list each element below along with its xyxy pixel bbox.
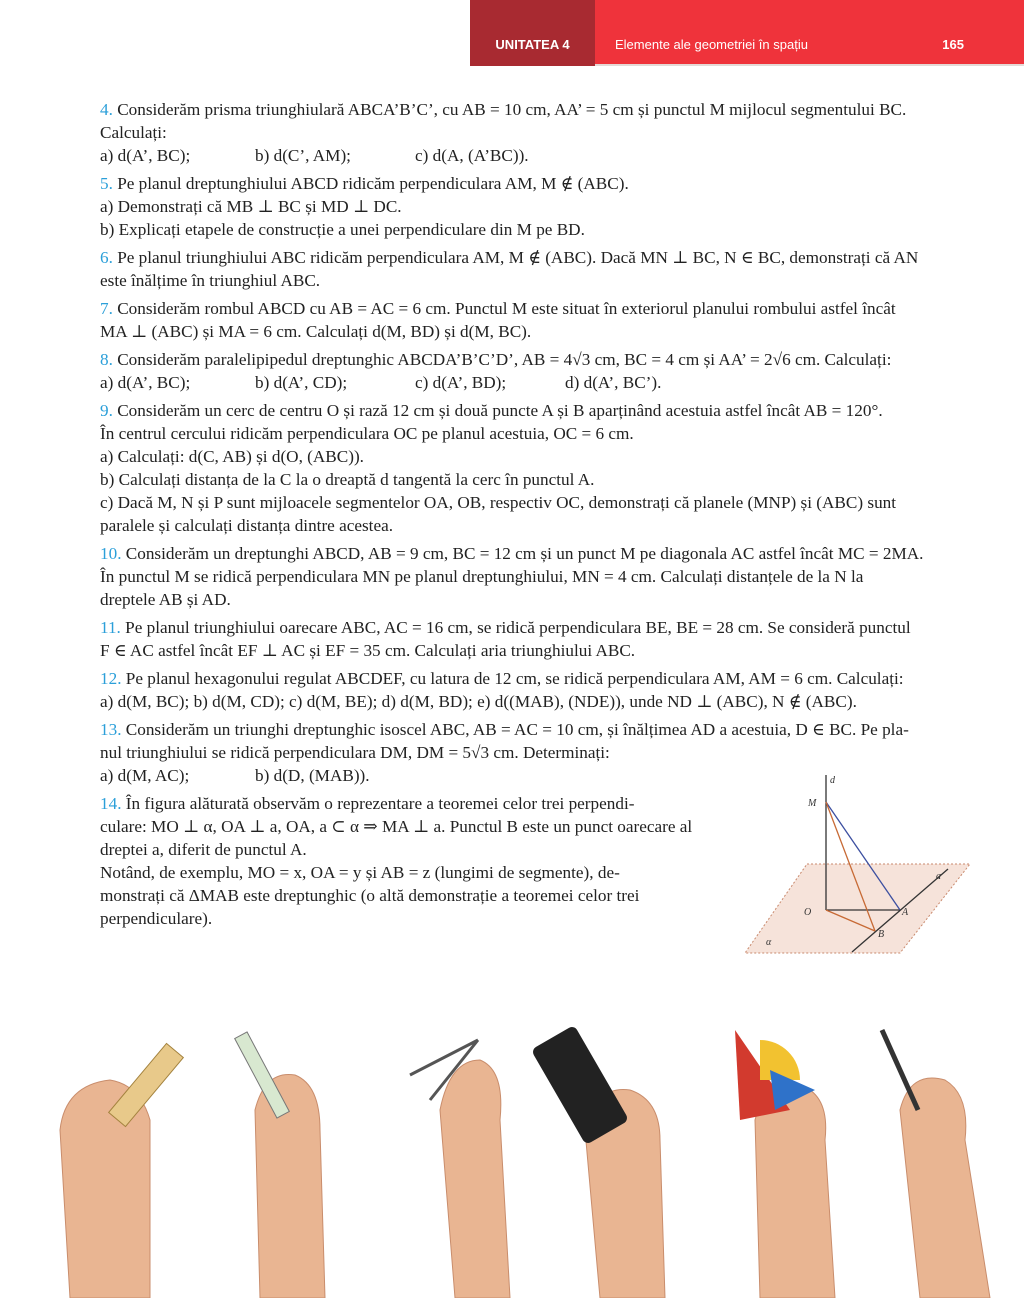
problem-number: 9. bbox=[100, 401, 113, 420]
chapter-title: Elemente ale geometriei în spațiu bbox=[615, 37, 808, 52]
problem-number: 5. bbox=[100, 174, 113, 193]
problem-text: Considerăm un dreptunghi ABCD, AB = 9 cm, BC = 12 cm și un punct M pe diagonala AC astfel încât MC = 2MA. bbox=[125, 544, 924, 563]
label-b: B bbox=[878, 929, 885, 940]
pencil-icon bbox=[882, 1030, 918, 1110]
problem-4 bbox=[100, 98, 968, 167]
problem-line bbox=[100, 422, 968, 445]
problem-number: 12. bbox=[100, 669, 122, 688]
problem-text: culare: MO ⊥ α, OA ⊥ a, OA, a ⊂ α ⇒ MA ⊥ a. Punctul B este un punct oarecare al bbox=[100, 817, 693, 836]
sub-question: d) d(A’, BC’). bbox=[565, 373, 662, 392]
unit-label: UNITATEA 4 bbox=[470, 0, 595, 66]
problem-line bbox=[100, 514, 968, 537]
sub-question: a) d(A’, BC); bbox=[100, 373, 191, 392]
sub-question: b) d(D, (MAB)). bbox=[255, 766, 370, 785]
problem-line bbox=[100, 98, 968, 121]
problem-7 bbox=[100, 297, 968, 343]
label-d: d bbox=[830, 775, 835, 786]
problem-line bbox=[100, 445, 968, 468]
problem-line bbox=[100, 399, 968, 422]
problem-text: c) Dacă M, N și P sunt mijloacele segmentelor OA, OB, respectiv OC, demonstrați că planele (MNP) și (ABC) sunt bbox=[100, 493, 897, 512]
problem-text: este înălțime în triunghiul ABC. bbox=[100, 271, 321, 290]
problem-text: Notând, de exemplu, MO = x, OA = y și AB = z (lungimi de segmente), de- bbox=[100, 863, 620, 882]
problem-line bbox=[100, 907, 712, 930]
label-alpha: α bbox=[766, 937, 772, 948]
hand-scale bbox=[255, 1074, 325, 1298]
problem-line bbox=[100, 468, 968, 491]
problem-text: Considerăm paralelipipedul dreptunghic ABCDA’B’C’D’, AB = 4√3 cm, BC = 4 cm și AA’ = 2√6 cm. Calculați: bbox=[117, 350, 892, 369]
hand-set-squares bbox=[755, 1084, 835, 1298]
problem-line bbox=[100, 741, 968, 764]
problem-text: În punctul M se ridică perpendiculara MN pe planul dreptunghiului, MN = 4 cm. Calculați distanțele de la N la bbox=[100, 567, 864, 586]
problem-number: 4. bbox=[100, 100, 113, 119]
problem-number: 10. bbox=[100, 544, 122, 563]
problem-line bbox=[100, 218, 968, 241]
problem-9 bbox=[100, 399, 968, 537]
label-o: O bbox=[804, 907, 812, 918]
problem-text: Pe planul dreptunghiului ABCD ridicăm perpendiculara AM, M ∉ (ABC). bbox=[117, 174, 629, 193]
problem-text: b) Calculați distanța de la C la o dreaptă d tangentă la cerc în punctul A. bbox=[100, 470, 595, 489]
page-header bbox=[470, 0, 1024, 66]
page-number: 165 bbox=[942, 37, 964, 52]
problem-line bbox=[100, 667, 968, 690]
problem-line bbox=[100, 491, 968, 514]
problem-text: a) Demonstrați că MB ⊥ BC și MD ⊥ DC. bbox=[100, 197, 402, 216]
hand-pencil bbox=[900, 1078, 990, 1298]
problem-text: Calculați: bbox=[100, 123, 167, 142]
problem-text: Considerăm prisma triunghiulară ABCA’B’C’, cu AB = 10 cm, AA’ = 5 cm și punctul M mijlocul segmentului BC. bbox=[117, 100, 907, 119]
problem-10 bbox=[100, 542, 968, 611]
label-m: M bbox=[808, 798, 817, 809]
problem-number: 13. bbox=[100, 720, 122, 739]
problem-text: Pe planul triunghiului oarecare ABC, AC = 16 cm, se ridică perpendiculara BE, BE = 28 cm. Se consideră punctul bbox=[125, 618, 911, 637]
problem-number: 8. bbox=[100, 350, 113, 369]
label-a-point: A bbox=[902, 907, 909, 918]
problem-text: MA ⊥ (ABC) și MA = 6 cm. Calculați d(M, BD) și d(M, BC). bbox=[100, 322, 532, 341]
problem-line bbox=[100, 320, 968, 343]
problem-text: dreptei a, diferit de punctul A. bbox=[100, 840, 307, 859]
problem-6 bbox=[100, 246, 968, 292]
sub-question: b) d(A’, CD); bbox=[255, 373, 348, 392]
sub-question: b) d(C’, AM); bbox=[255, 146, 351, 165]
problem-line bbox=[100, 121, 968, 144]
problem-line bbox=[100, 542, 968, 565]
problem-line bbox=[100, 884, 712, 907]
problem-line bbox=[100, 588, 968, 611]
problem-number: 11. bbox=[100, 618, 121, 637]
sub-question: c) d(A, (A’BC)). bbox=[415, 146, 529, 165]
problem-text: monstrați că ΔMAB este dreptunghic (o altă demonstrație a teoremei celor trei bbox=[100, 886, 640, 905]
problem-5 bbox=[100, 172, 968, 241]
problem-text: a) Calculați: d(C, AB) și d(O, (ABC)). bbox=[100, 447, 364, 466]
problem-8 bbox=[100, 348, 968, 394]
problem-line bbox=[100, 269, 968, 292]
problem-number: 6. bbox=[100, 248, 113, 267]
problem-line bbox=[100, 690, 968, 713]
problem-line bbox=[100, 565, 968, 588]
problem-text: Pe planul hexagonului regulat ABCDEF, cu latura de 12 cm, se ridică perpendiculara AM, AM = 6 cm. Calculați: bbox=[125, 669, 904, 688]
problem-11 bbox=[100, 616, 968, 662]
problem-line bbox=[100, 297, 968, 320]
sub-question: a) d(A’, BC); bbox=[100, 146, 191, 165]
abacus-icon bbox=[531, 1025, 629, 1145]
problem-text: Pe planul triunghiului ABC ridicăm perpendiculara AM, M ∉ (ABC). Dacă MN ⊥ BC, N ∈ BC, demonstrați că AN bbox=[117, 248, 919, 267]
problem-text: În figura alăturată observăm o reprezentare a teoremei celor trei perpendi- bbox=[125, 794, 635, 813]
problem-text: perpendiculare). bbox=[100, 909, 213, 928]
problem-number: 14. bbox=[100, 794, 122, 813]
problem-line bbox=[100, 195, 968, 218]
problem-text: Considerăm un triunghi dreptunghic isoscel ABC, AB = AC = 10 cm, și înălțimea AD a acestuia, D ∈ BC. Pe pla- bbox=[125, 720, 909, 739]
problem-text: F ∈ AC astfel încât EF ⊥ AC și EF = 35 cm. Calculați aria triunghiului ABC. bbox=[100, 641, 636, 660]
problem-line bbox=[100, 246, 968, 269]
three-perpendiculars-figure bbox=[730, 770, 980, 960]
problem-text: b) Explicați etapele de construcție a unei perpendiculare din M pe BD. bbox=[100, 220, 585, 239]
hand-compass bbox=[440, 1060, 510, 1298]
problem-line bbox=[100, 838, 712, 861]
problem-line bbox=[100, 172, 968, 195]
problem-line bbox=[100, 815, 712, 838]
problem-text: În centrul cercului ridicăm perpendiculara OC pe planul acestuia, OC = 6 cm. bbox=[100, 424, 634, 443]
label-a-line: a bbox=[936, 871, 941, 882]
problem-text: Considerăm un cerc de centru O și rază 12 cm și două puncte A și B aparținând acestuia astfel încât AB = 120°. bbox=[117, 401, 883, 420]
hands-with-tools-photo bbox=[0, 1000, 1024, 1298]
problem-number: 7. bbox=[100, 299, 113, 318]
problem-12 bbox=[100, 667, 968, 713]
problem-line bbox=[100, 861, 712, 884]
problem-text: a) d(M, BC); b) d(M, CD); c) d(M, BE); d) d(M, BD); e) d((MAB), (NDE)), unde ND ⊥ (ABC), N ∉ (ABC). bbox=[100, 692, 857, 711]
problem-line bbox=[100, 718, 968, 741]
problem-text: dreptele AB și AD. bbox=[100, 590, 231, 609]
problem-text: nul triunghiului se ridică perpendiculara DM, DM = 5√3 cm. Determinați: bbox=[100, 743, 610, 762]
protractor-icon bbox=[760, 1040, 800, 1080]
problem-line bbox=[100, 792, 712, 815]
problem-line bbox=[100, 371, 968, 394]
problem-text: paralele și calculați distanța dintre acestea. bbox=[100, 516, 393, 535]
problem-text: Considerăm rombul ABCD cu AB = AC = 6 cm. Punctul M este situat în exteriorul planului rombului astfel încât bbox=[117, 299, 896, 318]
sub-question: a) d(M, AC); bbox=[100, 766, 190, 785]
sub-question: c) d(A’, BD); bbox=[415, 373, 507, 392]
problem-line bbox=[100, 144, 968, 167]
problem-line bbox=[100, 616, 968, 639]
problem-line bbox=[100, 348, 968, 371]
problem-14 bbox=[100, 792, 712, 930]
problem-line bbox=[100, 639, 968, 662]
